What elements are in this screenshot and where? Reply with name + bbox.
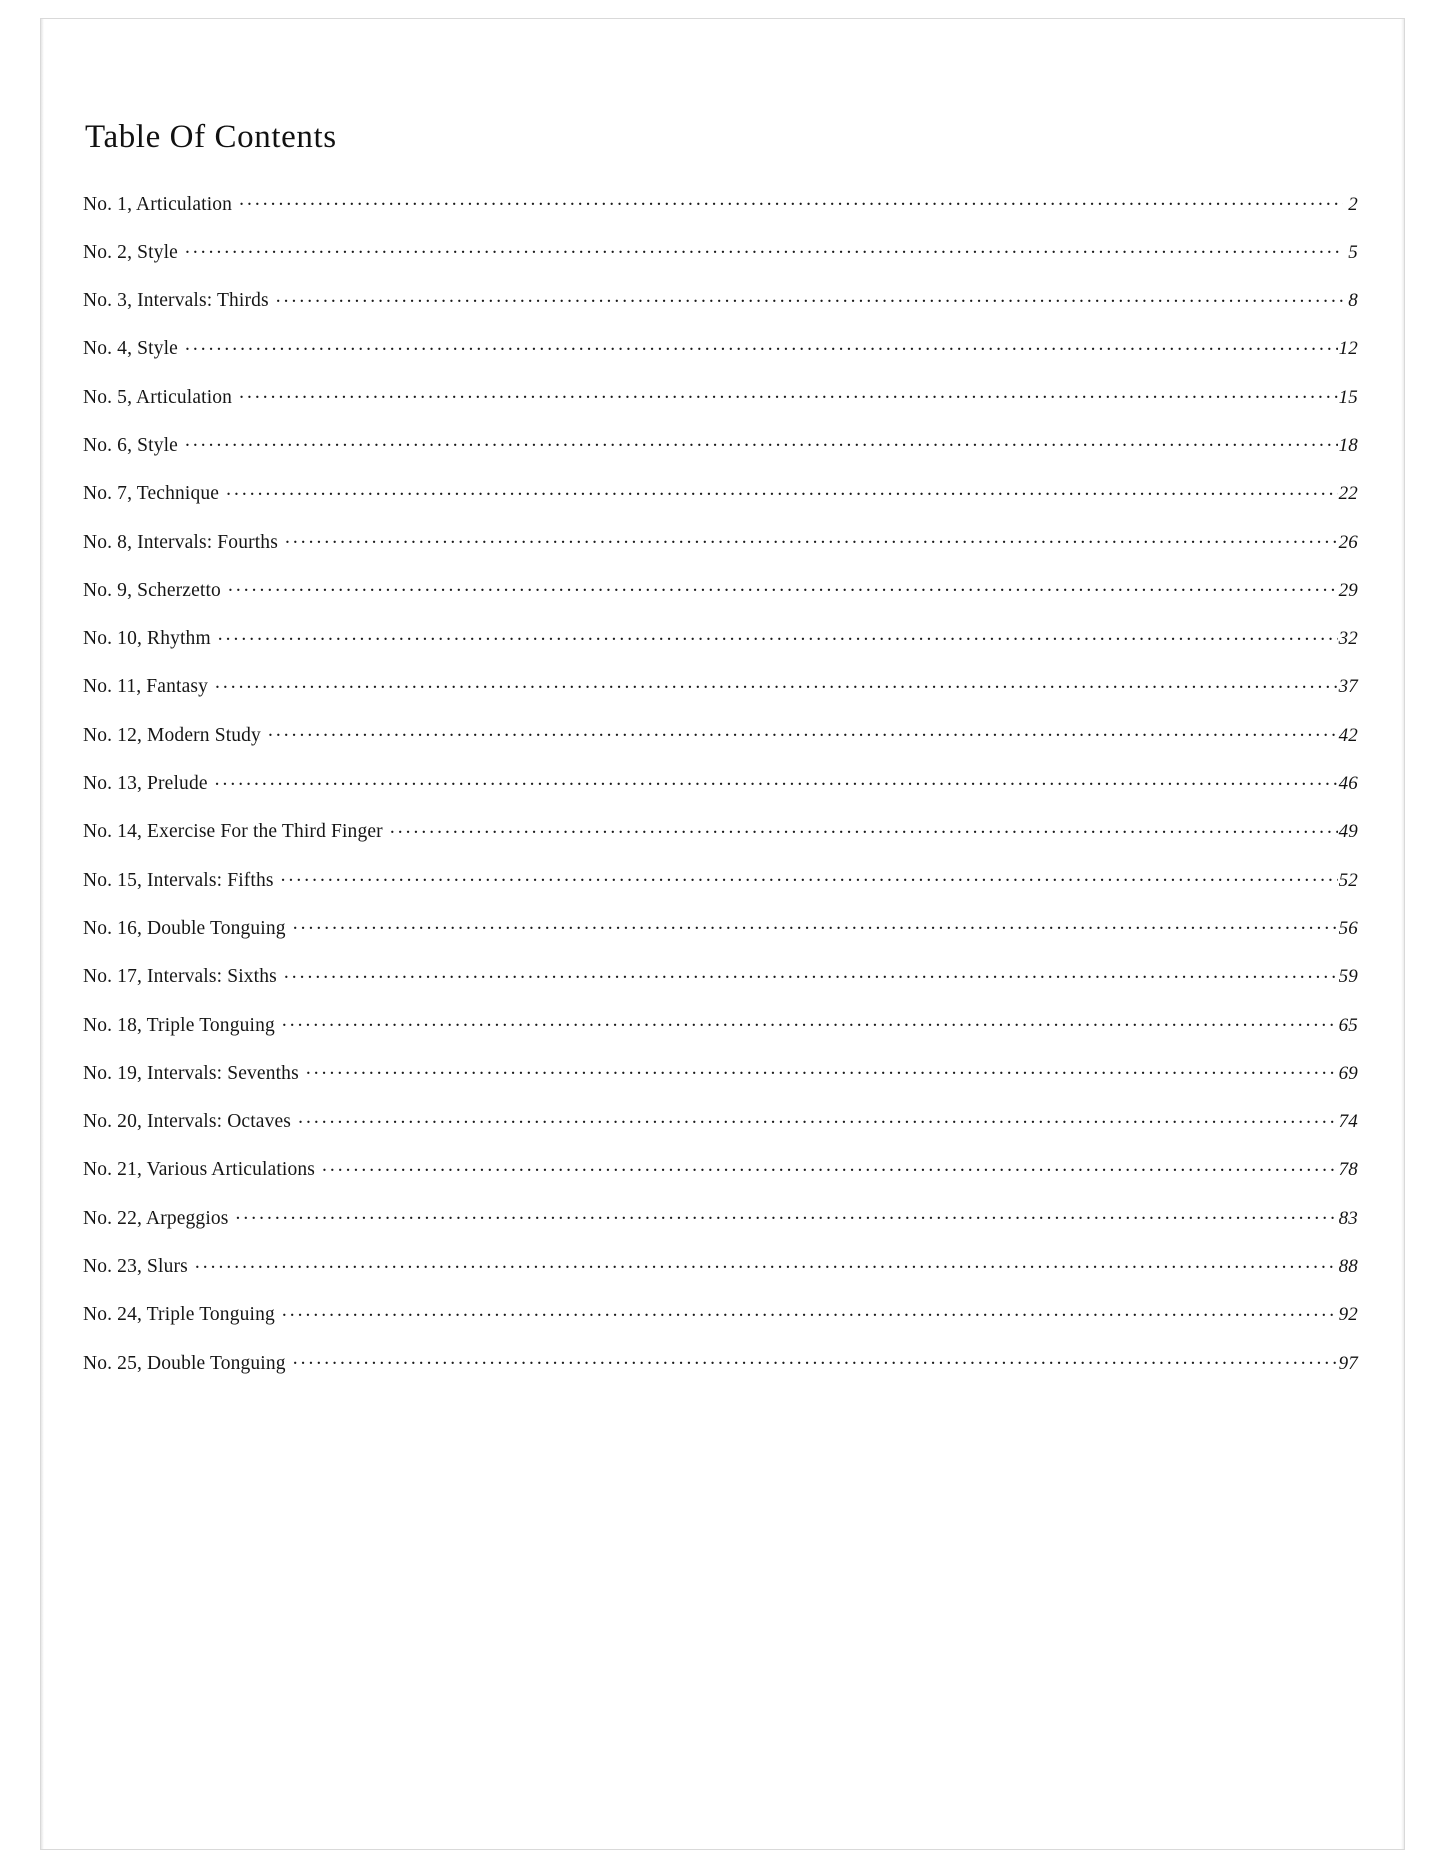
toc-entry-title: No. 10, Rhythm bbox=[83, 628, 211, 650]
toc-entry[interactable] bbox=[83, 770, 1358, 818]
toc-entry-page-number: 88 bbox=[1338, 1256, 1358, 1278]
toc-entry[interactable] bbox=[83, 1059, 1358, 1107]
table-of-contents-list bbox=[83, 190, 1358, 1397]
toc-dot-leader bbox=[293, 914, 1338, 934]
toc-entry-title: No. 20, Intervals: Octaves bbox=[83, 1111, 292, 1133]
toc-dot-leader bbox=[284, 963, 1338, 983]
toc-entry-page-number: 83 bbox=[1338, 1207, 1358, 1229]
toc-entry[interactable] bbox=[83, 1156, 1358, 1204]
toc-entry-title: No. 6, Style bbox=[83, 434, 178, 456]
toc-entry[interactable] bbox=[83, 383, 1358, 431]
toc-entry-page-number: 69 bbox=[1338, 1062, 1358, 1084]
toc-entry-title: No. 14, Exercise For the Third Finger bbox=[83, 821, 383, 843]
toc-entry-page-number: 29 bbox=[1338, 579, 1358, 601]
toc-entry-title: No. 25, Double Tonguing bbox=[83, 1352, 286, 1374]
toc-dot-leader bbox=[215, 770, 1338, 790]
toc-entry-title: No. 9, Scherzetto bbox=[83, 579, 221, 601]
toc-dot-leader bbox=[268, 721, 1338, 741]
toc-entry-page-number: 8 bbox=[1348, 290, 1358, 312]
toc-dot-leader bbox=[236, 1204, 1338, 1224]
toc-entry[interactable] bbox=[83, 1301, 1358, 1349]
toc-entry[interactable] bbox=[83, 625, 1358, 673]
toc-dot-leader bbox=[281, 866, 1338, 886]
toc-entry[interactable] bbox=[83, 866, 1358, 914]
toc-dot-leader bbox=[218, 625, 1338, 645]
toc-dot-leader bbox=[215, 673, 1338, 693]
toc-entry-page-number: 12 bbox=[1338, 338, 1358, 360]
toc-entry-title: No. 19, Intervals: Sevenths bbox=[83, 1062, 299, 1084]
toc-entry-title: No. 11, Fantasy bbox=[83, 676, 209, 698]
toc-dot-leader bbox=[322, 1156, 1338, 1176]
toc-dot-leader bbox=[195, 1253, 1338, 1273]
toc-dot-leader bbox=[185, 431, 1338, 451]
toc-entry[interactable] bbox=[83, 963, 1358, 1011]
toc-entry[interactable] bbox=[83, 480, 1358, 528]
toc-entry-title: No. 22, Arpeggios bbox=[83, 1207, 229, 1229]
toc-dot-leader bbox=[185, 335, 1338, 355]
page-title: Table Of Contents bbox=[85, 119, 337, 155]
toc-entry[interactable] bbox=[83, 1108, 1358, 1156]
toc-entry[interactable] bbox=[83, 576, 1358, 624]
toc-entry-title: No. 4, Style bbox=[83, 338, 178, 360]
toc-entry-page-number: 74 bbox=[1338, 1111, 1358, 1133]
toc-entry-page-number: 46 bbox=[1338, 773, 1358, 795]
toc-dot-leader bbox=[228, 576, 1338, 596]
toc-dot-leader bbox=[185, 238, 1343, 258]
toc-entry[interactable] bbox=[83, 1204, 1358, 1252]
page-edge-right bbox=[1401, 19, 1404, 1849]
toc-dot-leader bbox=[285, 528, 1338, 548]
toc-entry[interactable] bbox=[83, 1349, 1358, 1397]
toc-entry[interactable] bbox=[83, 335, 1358, 383]
toc-entry-title: No. 12, Modern Study bbox=[83, 724, 261, 746]
toc-entry[interactable] bbox=[83, 238, 1358, 286]
toc-entry[interactable] bbox=[83, 287, 1358, 335]
toc-entry[interactable] bbox=[83, 528, 1358, 576]
toc-entry-page-number: 52 bbox=[1338, 869, 1358, 891]
toc-dot-leader bbox=[282, 1301, 1338, 1321]
toc-entry[interactable] bbox=[83, 190, 1358, 238]
toc-entry[interactable] bbox=[83, 1253, 1358, 1301]
toc-entry-title: No. 21, Various Articulations bbox=[83, 1159, 316, 1181]
toc-entry-page-number: 18 bbox=[1338, 434, 1358, 456]
toc-entry-page-number: 22 bbox=[1338, 483, 1358, 505]
page-edge-left bbox=[41, 19, 44, 1849]
toc-dot-leader bbox=[306, 1059, 1338, 1079]
toc-entry-title: No. 7, Technique bbox=[83, 483, 220, 505]
toc-entry-page-number: 15 bbox=[1338, 386, 1358, 408]
toc-entry[interactable] bbox=[83, 818, 1358, 866]
toc-entry-title: No. 23, Slurs bbox=[83, 1256, 188, 1278]
toc-dot-leader bbox=[298, 1108, 1338, 1128]
toc-entry-title: No. 13, Prelude bbox=[83, 773, 208, 795]
toc-entry-title: No. 16, Double Tonguing bbox=[83, 917, 286, 939]
toc-dot-leader bbox=[293, 1349, 1338, 1369]
toc-entry-page-number: 78 bbox=[1338, 1159, 1358, 1181]
toc-entry[interactable] bbox=[83, 431, 1358, 479]
document-content bbox=[83, 119, 1358, 1397]
toc-entry-page-number: 56 bbox=[1338, 917, 1358, 939]
toc-entry-title: No. 24, Triple Tonguing bbox=[83, 1304, 275, 1326]
toc-entry-page-number: 92 bbox=[1338, 1304, 1358, 1326]
toc-entry-page-number: 97 bbox=[1338, 1352, 1358, 1374]
toc-entry-title: No. 1, Articulation bbox=[83, 193, 233, 215]
toc-dot-leader bbox=[390, 818, 1338, 838]
toc-entry-page-number: 49 bbox=[1338, 821, 1358, 843]
toc-entry-page-number: 59 bbox=[1338, 966, 1358, 988]
toc-entry-title: No. 17, Intervals: Sixths bbox=[83, 966, 277, 988]
toc-entry[interactable] bbox=[83, 914, 1358, 962]
toc-dot-leader bbox=[239, 383, 1338, 403]
document-page bbox=[40, 18, 1405, 1850]
toc-entry-title: No. 5, Articulation bbox=[83, 386, 233, 408]
toc-entry-title: No. 3, Intervals: Thirds bbox=[83, 290, 269, 312]
toc-entry-title: No. 2, Style bbox=[83, 241, 178, 263]
toc-dot-leader bbox=[282, 1011, 1338, 1031]
toc-entry-page-number: 5 bbox=[1348, 241, 1358, 263]
toc-entry-page-number: 42 bbox=[1338, 724, 1358, 746]
toc-entry-page-number: 65 bbox=[1338, 1014, 1358, 1036]
toc-entry-page-number: 26 bbox=[1338, 531, 1358, 553]
toc-entry-page-number: 37 bbox=[1338, 676, 1358, 698]
toc-entry-page-number: 32 bbox=[1338, 628, 1358, 650]
toc-entry-title: No. 15, Intervals: Fifths bbox=[83, 869, 274, 891]
toc-entry[interactable] bbox=[83, 1011, 1358, 1059]
toc-dot-leader bbox=[276, 287, 1343, 307]
toc-entry-title: No. 8, Intervals: Fourths bbox=[83, 531, 278, 553]
toc-entry-page-number: 2 bbox=[1348, 193, 1358, 215]
toc-entry-title: No. 18, Triple Tonguing bbox=[83, 1014, 275, 1036]
toc-dot-leader bbox=[226, 480, 1338, 500]
toc-dot-leader bbox=[239, 190, 1343, 210]
toc-entry[interactable] bbox=[83, 721, 1358, 769]
toc-entry[interactable] bbox=[83, 673, 1358, 721]
